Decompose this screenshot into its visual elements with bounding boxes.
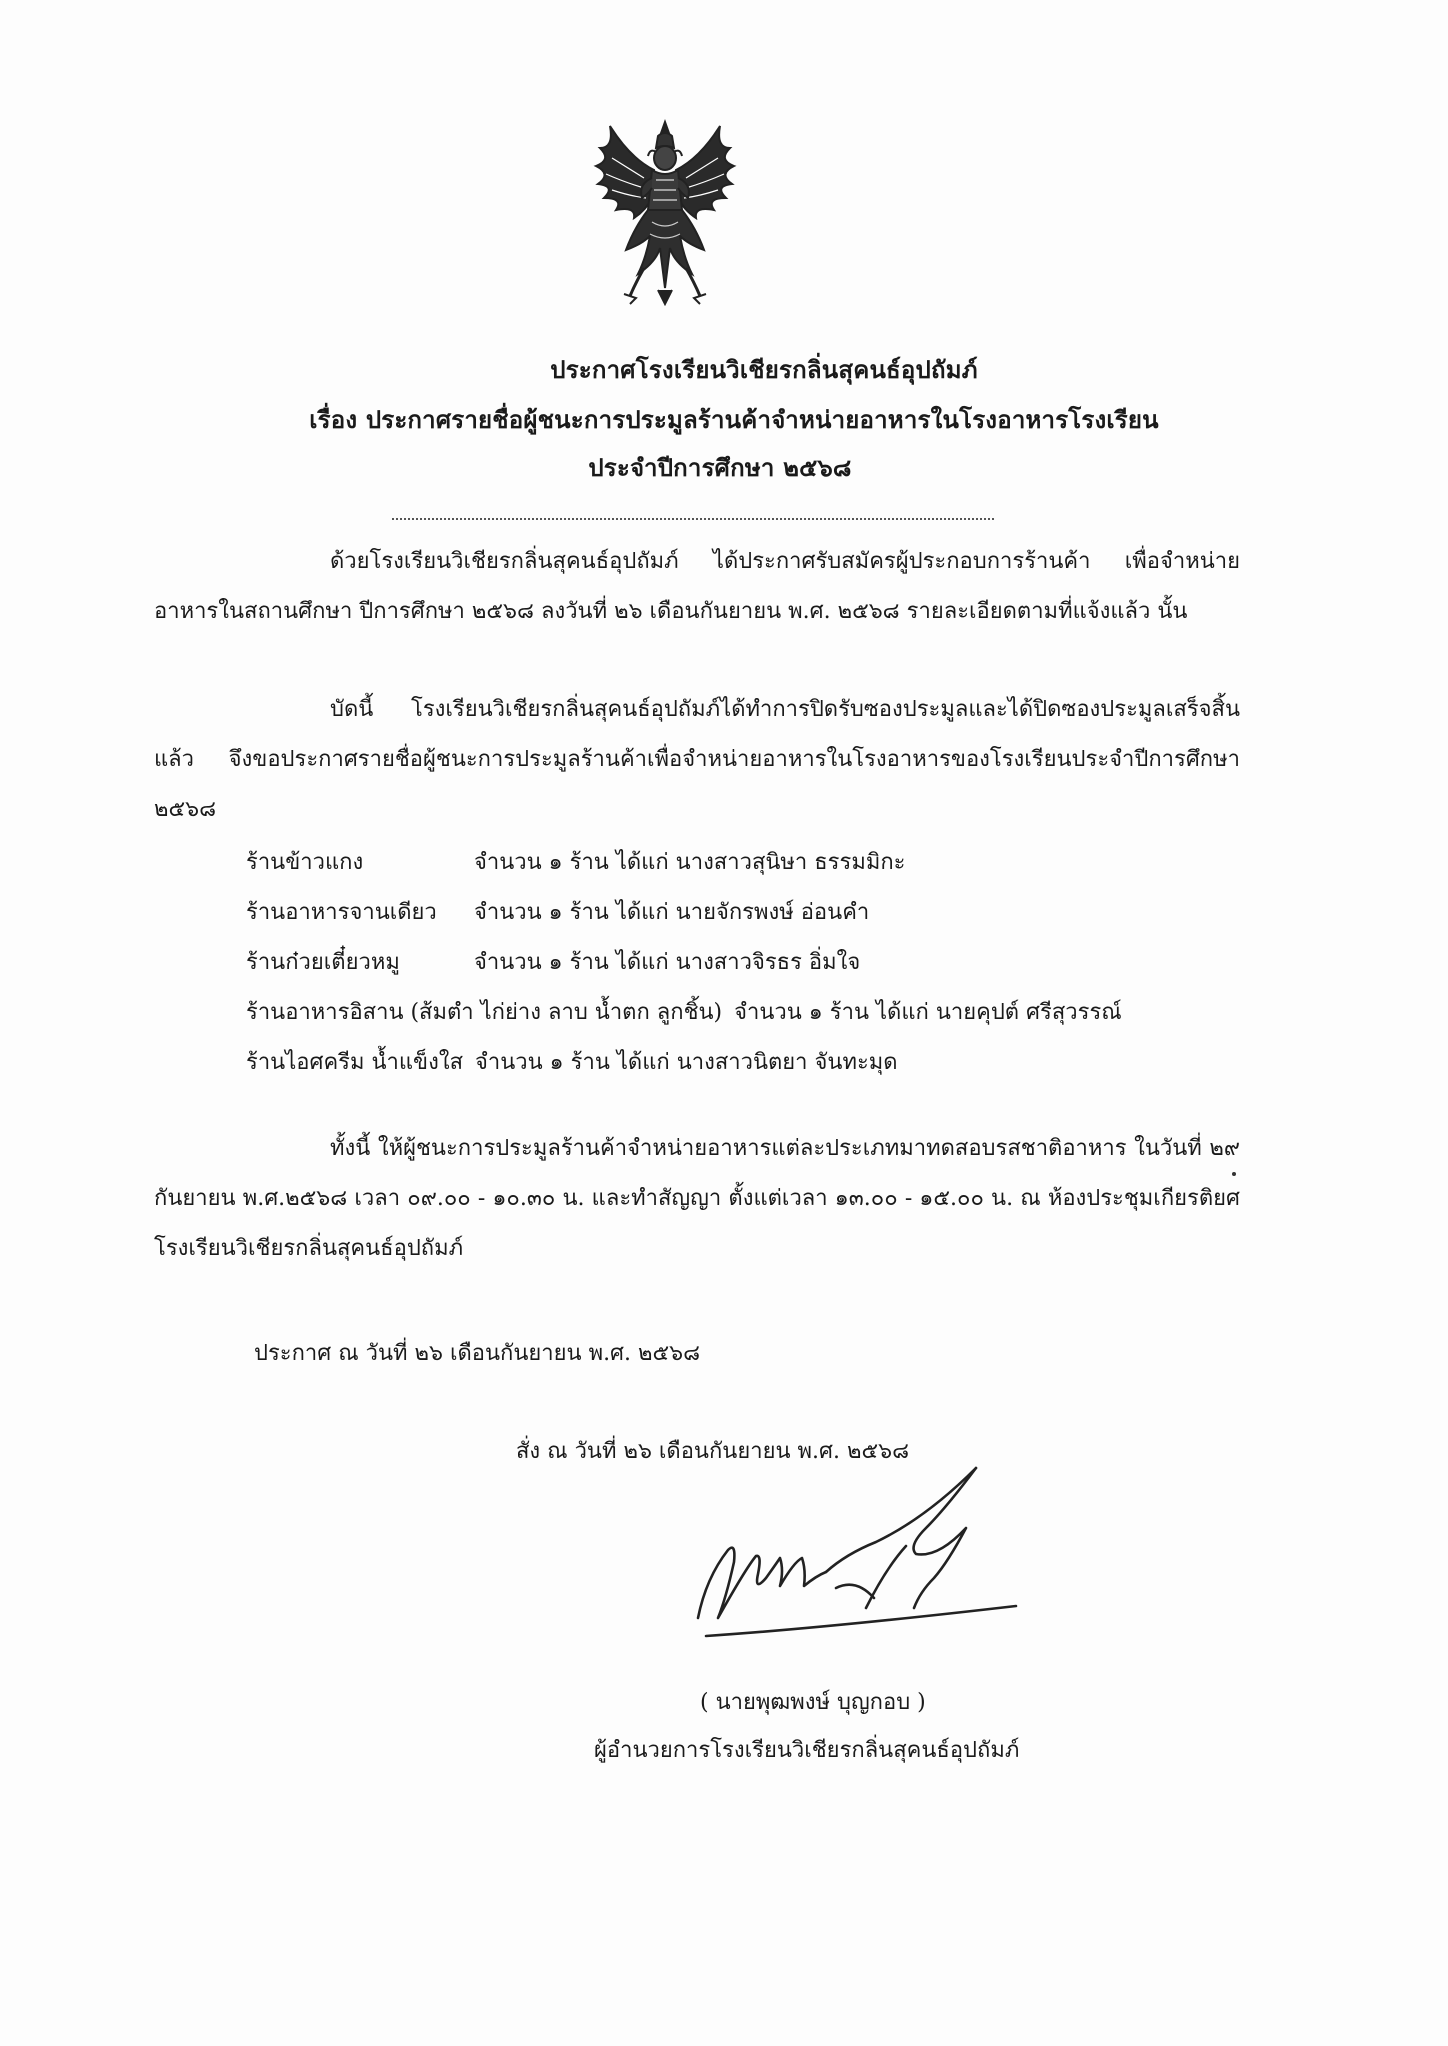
paragraph-instructions: ทั้งนี้ ให้ผู้ชนะการประมูลร้านค้าจำหน่ายอาหารแต่ละประเภทมาทดสอบรสชาติอาหาร ในวันที่ ๒๙ กันยายน พ.ศ.๒๕๖๘ เวลา ๐๙.๐๐ - ๑๐.๓๐ น. และทำสัญญา ตั้งแต่เวลา ๑๓.๐๐ - ๑๕.๐๐ น. ณ ห้องประชุมเกียรติยศ โรงเรียนวิเชียรกลิ่นสุคนธ์อุปถัมภ์: [154, 1136, 1240, 1261]
paragraph-result: บัดนี้ โรงเรียนวิเชียรกลิ่นสุคนธ์อุปถัมภ์ได้ทำการปิดรับซองประมูลและได้ปิดซองประมูลเสร็จสิ้นแล้ว จึงขอประกาศรายชื่อผู้ชนะการประมูลร้านค้าเพื่อจำหน่ายอาหารในโรงอาหารของโรงเรียนประจำปีการศึกษา ๒๕๖๘: [154, 697, 1240, 822]
list-item: [246, 838, 1246, 888]
handwritten-signature: [676, 1458, 1036, 1663]
shop-name: ร้านไอศครีม น้ำแข็งใส: [246, 1050, 464, 1075]
signer-name: ( นายพุฒพงษ์ บุญกอบ ): [700, 1690, 926, 1715]
scan-speck: [1232, 1172, 1236, 1176]
announcement-title: ประกาศโรงเรียนวิเชียรกลิ่นสุคนธ์อุปถัมภ์: [550, 355, 978, 384]
shop-winner: จำนวน ๑ ร้าน ได้แก่ นางสาวจิรธร อิ่มใจ: [474, 950, 861, 975]
shop-name: ร้านอาหารจานเดียว: [246, 900, 437, 925]
academic-year-heading: ประจำปีการศึกษา ๒๕๖๘: [588, 453, 852, 482]
list-item: [246, 988, 1246, 1038]
shop-winner: จำนวน ๑ ร้าน ได้แก่ นายคุปต์ ศรีสุวรรณ์: [734, 1000, 1122, 1025]
announcement-subject: เรื่อง ประกาศรายชื่อผู้ชนะการประมูลร้านค้าจำหน่ายอาหารในโรงอาหารโรงเรียน: [309, 405, 1159, 434]
garuda-emblem-icon: [590, 118, 740, 306]
announcement-date: ประกาศ ณ วันที่ ๒๖ เดือนกันยายน พ.ศ. ๒๕๖๘: [254, 1341, 701, 1366]
shop-winner: จำนวน ๑ ร้าน ได้แก่ นายจักรพงษ์ อ่อนคำ: [474, 900, 870, 925]
shop-name: ร้านข้าวแกง: [246, 850, 364, 875]
shop-name: ร้านก๋วยเตี๋ยวหมู: [246, 950, 400, 975]
order-date: สั่ง ณ วันที่ ๒๖ เดือนกันยายน พ.ศ. ๒๕๖๘: [516, 1439, 910, 1464]
paragraph-intro: ด้วยโรงเรียนวิเชียรกลิ่นสุคนธ์อุปถัมภ์ ได้ประกาศรับสมัครผู้ประกอบการร้านค้า เพื่อจำหน่ายอาหารในสถานศึกษา ปีการศึกษา ๒๕๖๘ ลงวันที่ ๒๖ เดือนกันยายน พ.ศ. ๒๕๖๘ รายละเอียดตามที่แจ้งแล้ว นั้น: [154, 549, 1240, 624]
shop-name: ร้านอาหารอิสาน (ส้มตำ ไก่ย่าง ลาบ น้ำตก ลูกชิ้น): [246, 1000, 723, 1025]
shop-winner: จำนวน ๑ ร้าน ได้แก่ นางสาวนิตยา จันทะมุด: [475, 1050, 898, 1075]
shop-winner: จำนวน ๑ ร้าน ได้แก่ นางสาวสุนิษา ธรรมมิกะ: [474, 850, 906, 875]
list-item: [246, 938, 1246, 988]
winner-list: [246, 838, 1246, 1088]
list-item: [246, 1038, 1246, 1088]
title-divider: [392, 518, 994, 520]
list-item: [246, 888, 1246, 938]
signer-title: ผู้อำนวยการโรงเรียนวิเชียรกลิ่นสุคนธ์อุปถัมภ์: [594, 1738, 1020, 1763]
